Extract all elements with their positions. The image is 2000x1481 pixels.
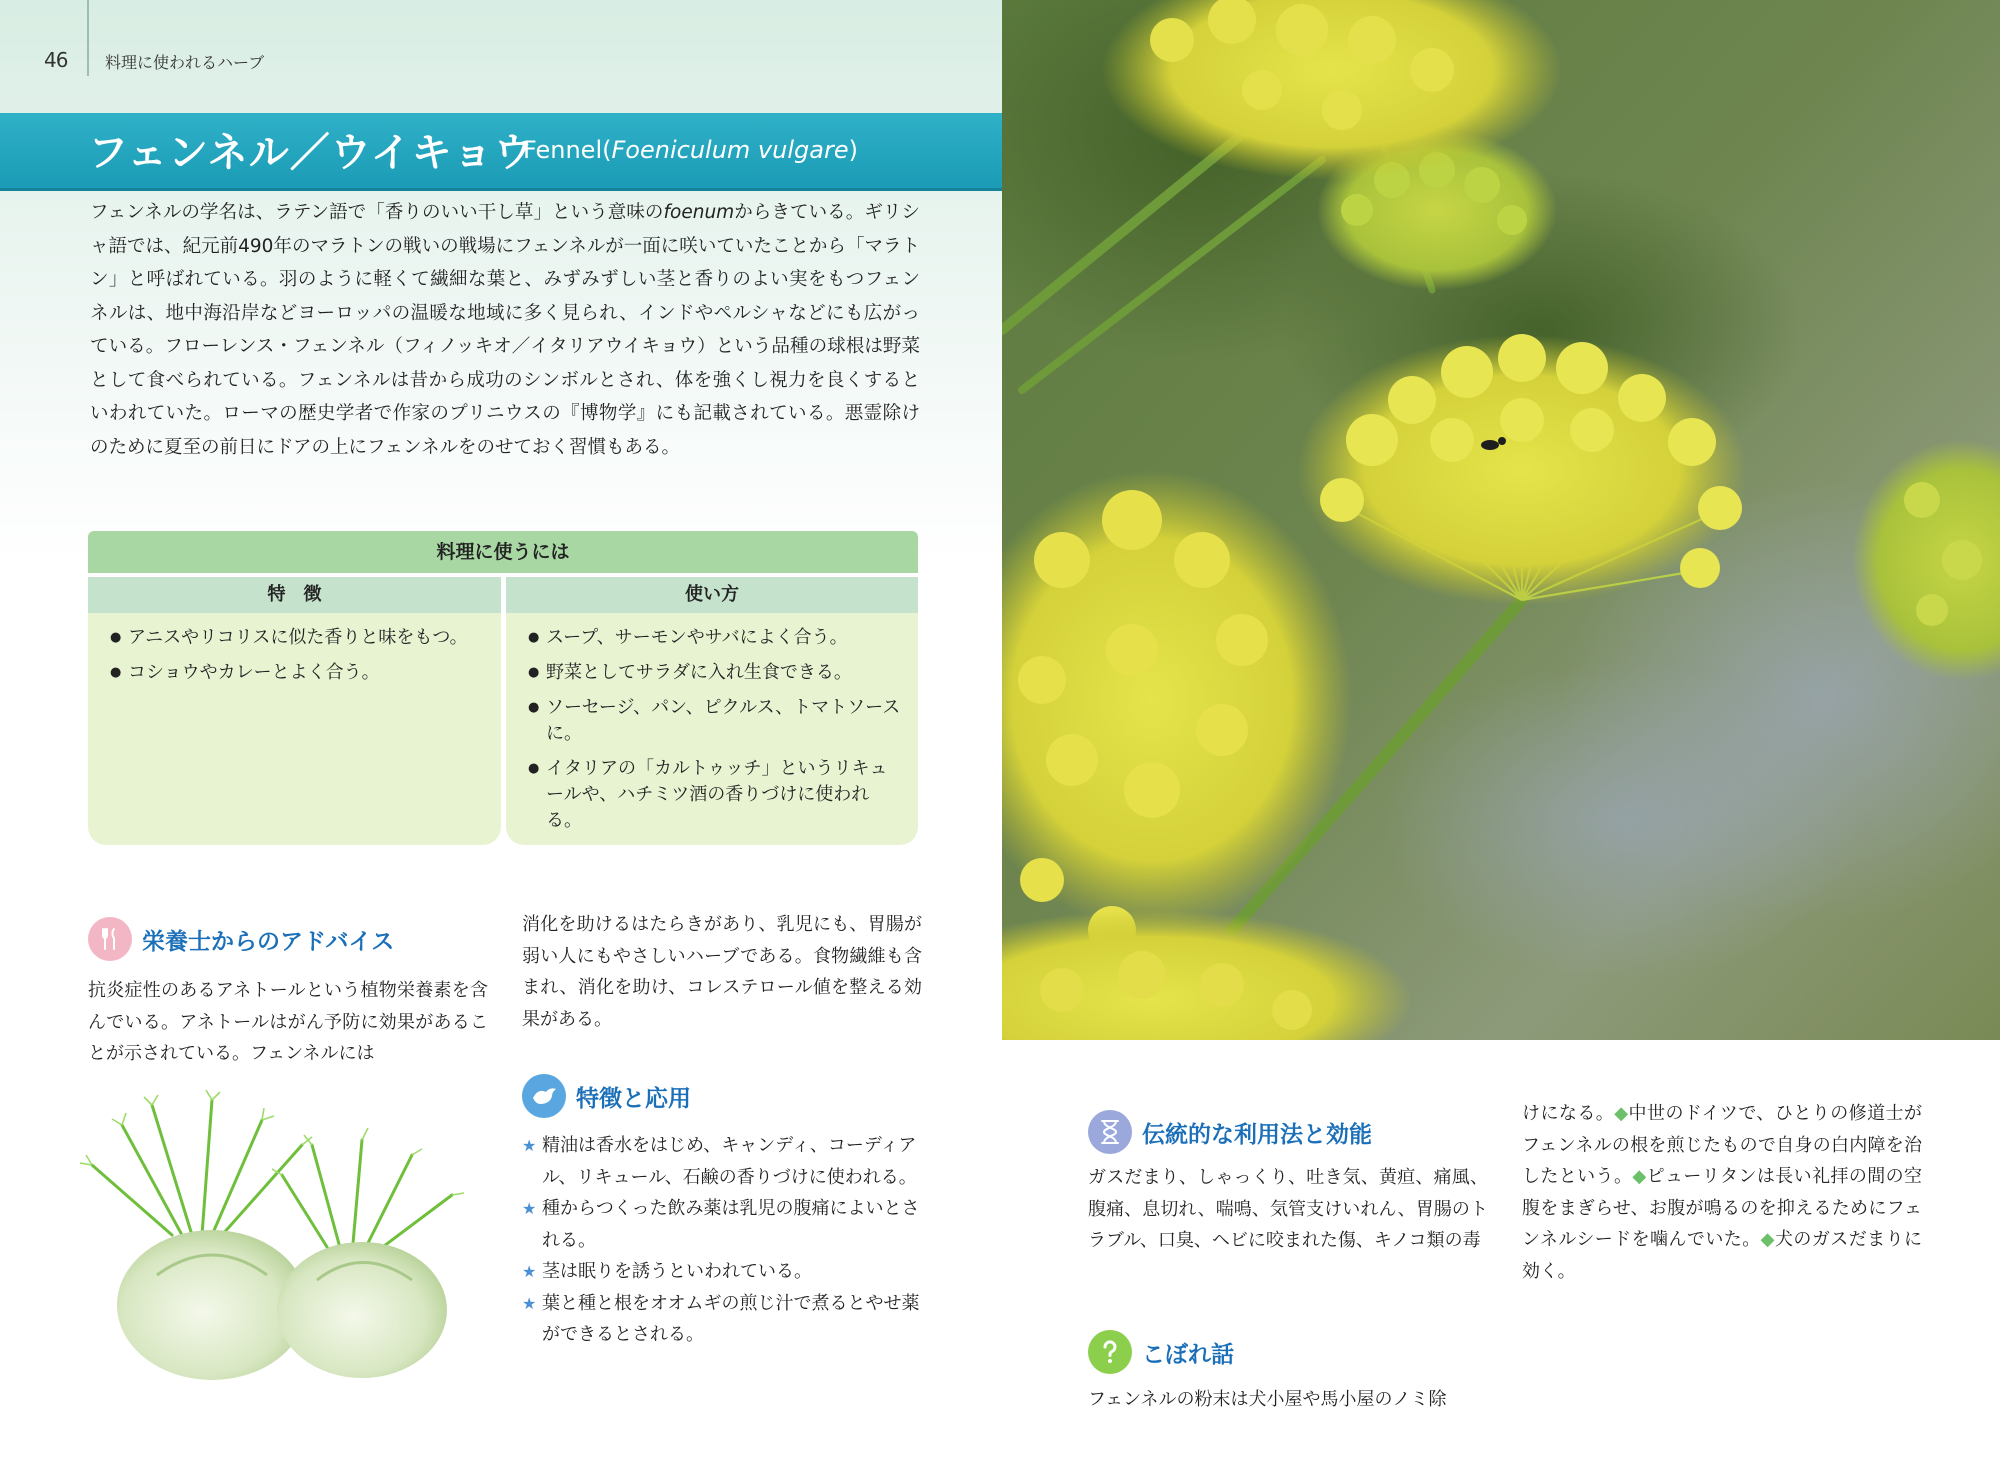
fork-knife-icon [88, 917, 132, 961]
list-item: ● スープ、サーモンやサバによく合う。 [528, 625, 902, 651]
features-list [88, 613, 501, 686]
list-item: ● 野菜としてサラダに入れ生食できる。 [528, 660, 902, 686]
continuation-part-3: ピューリタンは長い礼拝の間の空腹をまぎらせ、お腹が鳴るのを抑えるためにフェンネルシードを噛んでいた。 [1522, 1166, 1923, 1250]
nutrition-text-col2: 消化を助けるはたらきがあり、乳児にも、胃腸が弱い人にもやさしいハーブである。食物繊維も含まれ、消化を助け、コレステロール値を整える効果がある。 [522, 914, 922, 1030]
continuation-part-2: 中世のドイツで、ひとりの修道士がフェンネルの根を煎じたもので自身の白内障を治したという。 [1522, 1103, 1923, 1187]
traditional-title: 伝統的な利用法と効能 [1142, 1121, 1372, 1148]
traditional-heading [1088, 1110, 1372, 1154]
common-name: Fennel [523, 136, 603, 164]
bird-icon [522, 1074, 566, 1118]
continuation-part-4: 犬のガスだまりに効く。 [1522, 1229, 1922, 1282]
diamond-icon: ◆ [1760, 1229, 1775, 1250]
continuation-part-1: けになる。 [1522, 1103, 1615, 1124]
diamond-icon: ◆ [1614, 1103, 1629, 1124]
running-header: 料理に使われるハーブ [105, 53, 265, 72]
list-item: ● コショウやカレーとよく合う。 [110, 660, 485, 686]
fennel-bulb-image [62, 1085, 492, 1385]
nutrition-title: 栄養士からのアドバイス [142, 928, 395, 955]
header-divider [87, 0, 89, 76]
list-item: ● イタリアの「カルトゥッチ」というリキュールや、ハチミツ酒の香りづけに使われる。 [528, 756, 902, 834]
usage-list [506, 613, 918, 834]
list-item: ★ 精油は香水をはじめ、キャンディ、コーディアル、リキュール、石鹸の香りづけに使われる。 [522, 1130, 922, 1193]
cooking-table [88, 531, 918, 845]
intro-part-2: からきている。ギリシャ語では、紀元前490年のマラトンの戦いの戦場にフェンネルが一面に咲いていたことから「マラトン」と呼ばれている。羽のように軽くて繊細な葉と、みずみずしい茎と香りのよい実をもつフェンネルは、地中海沿岸などヨーロッパの温暖な地域に多く見られ、インドやペルシャなどにも広がっている。フローレンス・フェンネル（フィノッキオ／イタリアウイキョウ）という品種の球根は野菜として食べられている。フェンネルは昔から成功のシンボルとされ、体を強くし視力を良くするといわれていた。ローマの歴史学者で作家のプリニウスの『博物学』にも記載されている。悪霊除けのために夏至の前日にドアの上にフェンネルをのせておく習慣もある。 [90, 202, 920, 458]
page-number: 46 [44, 48, 68, 72]
scientific-name: Foeniculum vulgare [611, 136, 849, 164]
fennel-flower-photo [1002, 0, 2000, 1040]
intro-part-1: フェンネルの学名は、ラテン語で「香りのいい干し草」という意味の [90, 202, 664, 223]
traditional-text: ガスだまり、しゃっくり、吐き気、黄疸、痛風、腹痛、息切れ、喘鳴、気管支けいれん、胃腸のトラブル、口臭、ヘビに咬まれた傷、キノコ類の毒 [1088, 1167, 1488, 1251]
applications-heading [522, 1074, 691, 1118]
list-item: ● アニスやリコリスに似た香りと味をもつ。 [110, 625, 485, 651]
diamond-icon: ◆ [1632, 1166, 1647, 1187]
features-column [88, 577, 501, 845]
trivia-title: こぼれ話 [1142, 1341, 1234, 1368]
herb-title-english: Fennel(Foeniculum vulgare) [523, 136, 858, 164]
trivia-text: フェンネルの粉末は犬小屋や馬小屋のノミ除 [1088, 1389, 1447, 1410]
applications-list [522, 1130, 922, 1351]
latin-word: foenum [663, 202, 735, 223]
herb-title-japanese: フェンネル／ウイキョウ [88, 130, 535, 176]
applications-title: 特徴と応用 [576, 1085, 691, 1112]
list-item: ★ 葉と種と根をオオムギの煎じ汁で煮るとやせ薬ができるとされる。 [522, 1288, 922, 1351]
usage-header: 使い方 [506, 577, 918, 613]
cooking-table-title: 料理に使うには [88, 531, 918, 573]
usage-column [506, 577, 918, 845]
list-item: ● ソーセージ、パン、ピクルス、トマトソースに。 [528, 695, 902, 747]
hourglass-icon [1088, 1110, 1132, 1154]
list-item: ★ 茎は眠りを誘うといわれている。 [522, 1256, 922, 1288]
intro-paragraph [90, 196, 920, 464]
trivia-heading [1088, 1330, 1234, 1374]
trivia-continuation [1522, 1098, 1922, 1287]
features-header: 特 徴 [88, 577, 501, 613]
nutrition-text-col1: 抗炎症性のあるアネトールという植物栄養素を含んでいる。アネトールはがん予防に効果があることが示されている。フェンネルには [88, 980, 488, 1064]
nutrition-heading [88, 917, 394, 961]
list-item: ★ 種からつくった飲み薬は乳児の腹痛によいとされる。 [522, 1193, 922, 1256]
question-icon [1088, 1330, 1132, 1374]
